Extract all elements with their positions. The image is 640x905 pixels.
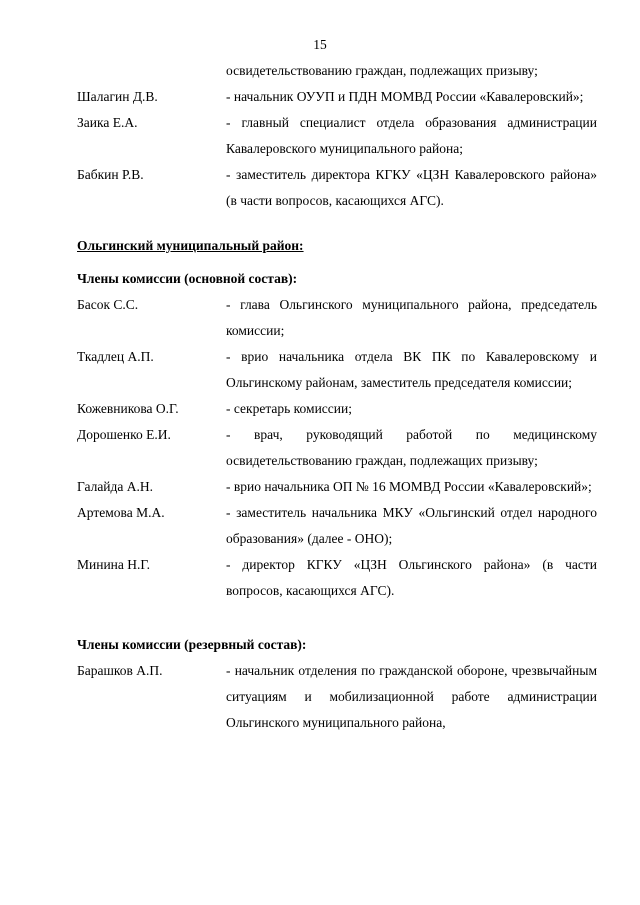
member-name: Бабкин Р.В. xyxy=(77,167,144,182)
member-name: Галайда А.Н. xyxy=(77,479,154,494)
member-role: - заместитель начальника МКУ «Ольгинский отдел народного образования» (далее - ОНО); xyxy=(226,505,597,546)
member-role: - врио начальника ОП № 16 МОМВД России «Кавалеровский»; xyxy=(226,479,592,494)
list-item xyxy=(77,162,597,214)
list-item xyxy=(77,84,597,110)
member-name: Минина Н.Г. xyxy=(77,557,151,572)
member-role: - врач, руководящий работой по медицинскому освидетельствованию граждан, подлежащих призыву; xyxy=(226,427,597,468)
member-name: Артемова М.А. xyxy=(77,505,165,520)
district-heading: Ольгинский муниципальный район: xyxy=(77,238,304,253)
member-name: Заика Е.А. xyxy=(77,115,138,130)
list-item xyxy=(77,110,597,162)
list-item xyxy=(77,396,597,422)
list-item xyxy=(77,500,597,552)
member-role: - заместитель директора КГКУ «ЦЗН Кавалеровского района» (в части вопросов, касающихся АГС). xyxy=(226,167,597,208)
member-role: - начальник отделения по гражданской обороне, чрезвычайным ситуациям и мобилизационной работе администрации Ольгинского муниципального района, xyxy=(226,663,597,730)
reserve-composition-heading: Члены комиссии (резервный состав): xyxy=(77,637,307,652)
member-name: Кожевникова О.Г. xyxy=(77,401,179,416)
continued-text: освидетельствованию граждан, подлежащих призыву; xyxy=(226,63,538,78)
document-body xyxy=(77,58,597,736)
list-item xyxy=(77,422,597,474)
member-name: Басок С.С. xyxy=(77,297,139,312)
list-item xyxy=(77,552,597,604)
member-role: - врио начальника отдела ВК ПК по Кавалеровскому и Ольгинскому районам, заместитель председателя комиссии; xyxy=(226,349,597,390)
member-role: - директор КГКУ «ЦЗН Ольгинского района» (в части вопросов, касающихся АГС). xyxy=(226,557,597,598)
member-role: - главный специалист отдела образования администрации Кавалеровского муниципального района; xyxy=(226,115,597,156)
member-name: Барашков А.П. xyxy=(77,663,163,678)
member-role: - начальник ОУУП и ПДН МОМВД России «Кавалеровский»; xyxy=(226,89,584,104)
page-number: 15 xyxy=(313,37,327,52)
member-name: Ткадлец А.П. xyxy=(77,349,154,364)
member-name: Дорошенко Е.И. xyxy=(77,427,171,442)
list-item xyxy=(77,344,597,396)
member-role: - глава Ольгинского муниципального района, председатель комиссии; xyxy=(226,297,597,338)
list-item xyxy=(77,658,597,736)
member-role: - секретарь комиссии; xyxy=(226,401,352,416)
list-item xyxy=(77,292,597,344)
main-composition-heading: Члены комиссии (основной состав): xyxy=(77,271,298,286)
list-item xyxy=(77,474,597,500)
member-name: Шалагин Д.В. xyxy=(77,89,158,104)
